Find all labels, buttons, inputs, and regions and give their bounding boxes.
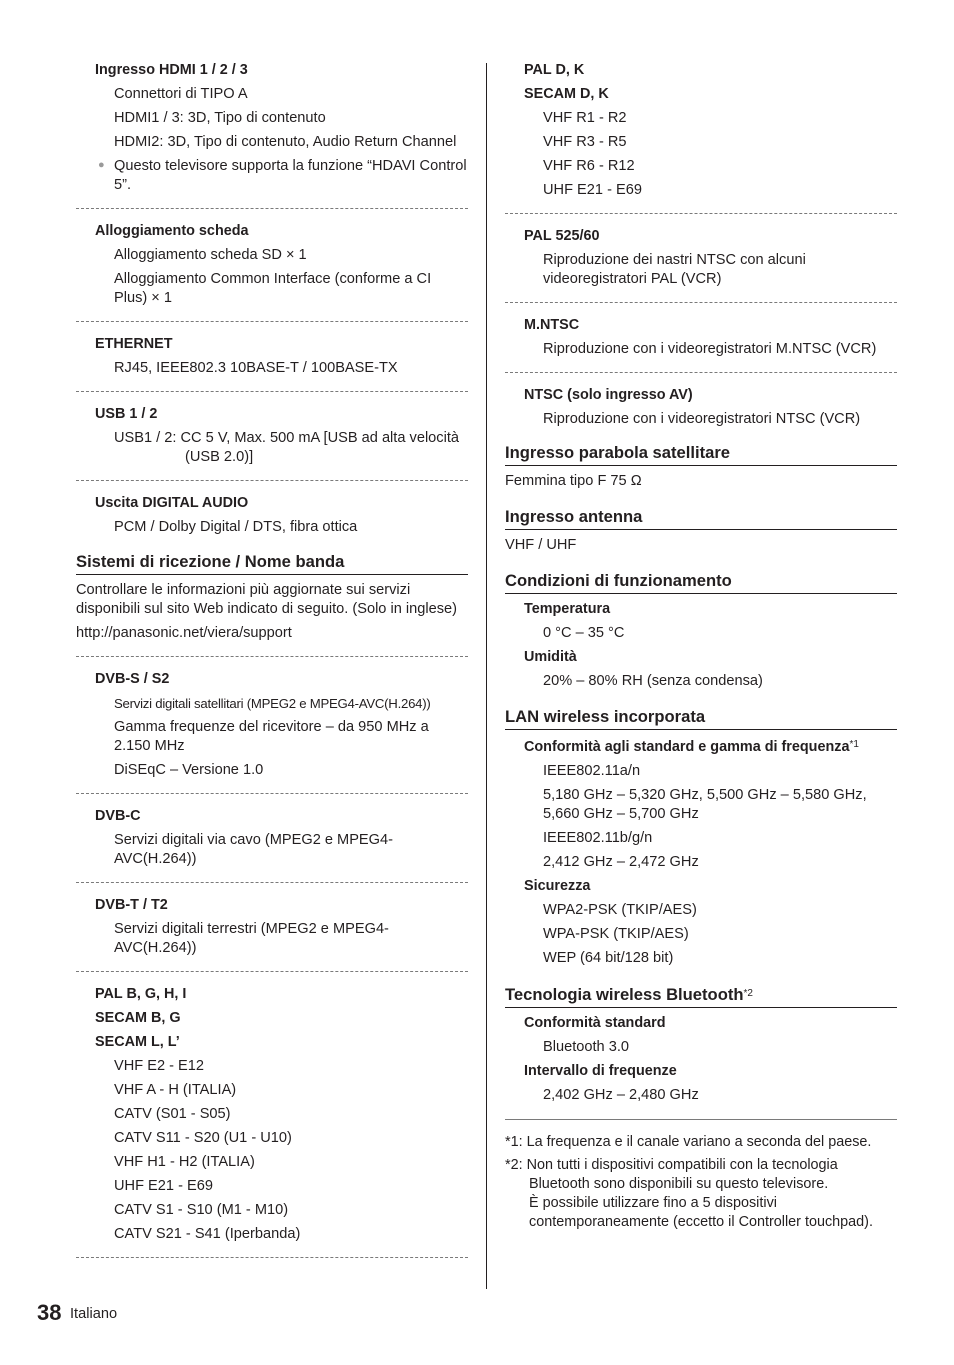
lan-item: 5,180 GHz – 5,320 GHz, 5,500 GHz – 5,580 GHz, 5,660 GHz – 5,700 GHz (543, 786, 867, 822)
ethernet-spec: RJ45, IEEE802.3 10BASE-T / 100BASE-TX (114, 359, 398, 376)
bluetooth-standard-value: Bluetooth 3.0 (543, 1038, 630, 1055)
antenna-input-spec: VHF / UHF (505, 536, 577, 553)
reception-systems-heading: Sistemi di ricezione / Nome banda (76, 547, 468, 575)
dvb-c-title: DVB-C (95, 808, 141, 824)
pal-bghi-section (76, 972, 468, 1246)
band-item: UHF E21 - E69 (543, 181, 642, 198)
temperature-title: Temperatura (524, 601, 611, 617)
digital-audio-title: Uscita DIGITAL AUDIO (95, 495, 249, 511)
m-ntsc-title: M.NTSC (524, 317, 580, 333)
hdmi-2: HDMI2: 3D, Tipo di contenuto, Audio Return Channel (114, 133, 457, 150)
right-column (505, 58, 897, 1232)
usb-section (76, 392, 468, 469)
band-item: UHF E21 - E69 (114, 1177, 213, 1194)
band-item: VHF R3 - R5 (543, 133, 627, 150)
security-item: WPA-PSK (TKIP/AES) (543, 925, 689, 942)
lan-standards-label: Conformità agli standard e gamma di frequenza (524, 739, 850, 755)
dvb-c-services: Servizi digitali via cavo (MPEG2 e MPEG4-AVC(H.264)) (114, 831, 393, 867)
hdmi-title: Ingresso HDMI 1 / 2 / 3 (95, 62, 248, 78)
sd-slot: Alloggiamento scheda SD × 1 (114, 246, 307, 263)
humidity-value: 20% – 80% RH (senza condensa) (543, 672, 763, 689)
hdmi-1-3: HDMI1 / 3: 3D, Tipo di contenuto (114, 109, 326, 126)
footnote-1: *1: La frequenza e il canale variano a seconda del paese. (505, 1134, 872, 1150)
band-item: CATV S11 - S20 (U1 - U10) (114, 1129, 292, 1146)
card-slot-section (76, 209, 468, 310)
band-item: CATV S21 - S41 (Iperbanda) (114, 1225, 301, 1242)
bluetooth-frequency-value: 2,402 GHz – 2,480 GHz (543, 1086, 699, 1103)
band-item: CATV S1 - S10 (M1 - M10) (114, 1201, 289, 1218)
secam-l-title: SECAM L, L’ (95, 1034, 180, 1050)
dvb-s-section (76, 657, 468, 782)
dvb-s-title: DVB-S / S2 (95, 671, 170, 687)
pal-bghi-title: PAL B, G, H, I (95, 986, 187, 1002)
lan-item: 2,412 GHz – 2,472 GHz (543, 853, 699, 870)
lan-standards-title (524, 733, 897, 759)
hdmi-connector: Connettori di TIPO A (114, 85, 248, 102)
secam-dk-title: SECAM D, K (524, 86, 609, 102)
pal-525-title: PAL 525/60 (524, 228, 600, 244)
card-slot-title: Alloggiamento scheda (95, 223, 249, 239)
band-item: VHF E2 - E12 (114, 1057, 205, 1074)
band-item: VHF A - H (ITALIA) (114, 1081, 237, 1098)
reception-systems-section (76, 547, 468, 645)
pal-dk-title: PAL D, K (524, 62, 585, 78)
digital-audio-spec: PCM / Dolby Digital / DTS, fibra ottica (114, 518, 358, 535)
satellite-input-heading: Ingresso parabola satellitare (505, 438, 897, 466)
m-ntsc-section (505, 303, 897, 361)
footnote-mark-1: *1 (849, 739, 859, 750)
wireless-lan-section (505, 702, 897, 970)
pal-525-desc: Riproduzione dei nastri NTSC con alcuni videoregistratori PAL (VCR) (543, 251, 806, 287)
antenna-input-heading: Ingresso antenna (505, 502, 897, 530)
dvb-t-title: DVB-T / T2 (95, 897, 168, 913)
dvb-s-services: Servizi digitali satellitari (MPEG2 e MPEG4-AVC(H.264)) (114, 695, 431, 711)
page-language: Italiano (70, 1306, 118, 1322)
antenna-input-section (505, 502, 897, 557)
band-item: VHF R1 - R2 (543, 109, 627, 126)
wireless-lan-heading: LAN wireless incorporata (505, 702, 897, 730)
pal-dk-section (505, 58, 897, 202)
temperature-value: 0 °C – 35 °C (543, 624, 625, 641)
dvb-c-section (76, 794, 468, 871)
page-number: 38 (37, 1300, 62, 1325)
satellite-input-spec: Femmina tipo F 75 Ω (505, 472, 642, 489)
digital-audio-section (76, 481, 468, 539)
security-item: WEP (64 bit/128 bit) (543, 949, 674, 966)
footnote-mark-2: *2 (743, 988, 753, 999)
ethernet-section (76, 322, 468, 380)
footnotes (505, 1119, 897, 1232)
ntsc-section (505, 373, 897, 431)
band-item: VHF H1 - H2 (ITALIA) (114, 1153, 255, 1170)
bluetooth-section (505, 979, 897, 1107)
support-url: http://panasonic.net/viera/support (76, 624, 292, 641)
hdmi-section (76, 58, 468, 197)
usb-spec: USB1 / 2: CC 5 V, Max. 500 mA [USB ad alta velocità (USB 2.0)] (114, 429, 460, 465)
m-ntsc-desc: Riproduzione con i videoregistratori M.NTSC (VCR) (543, 340, 877, 357)
operating-conditions-heading: Condizioni di funzionamento (505, 566, 897, 594)
band-item: VHF R6 - R12 (543, 157, 635, 174)
bluetooth-standard-title: Conformità standard (524, 1015, 666, 1031)
reception-systems-intro: Controllare le informazioni più aggiornate sui servizi disponibili sul sito Web indicato di seguito. (Solo in inglese) (76, 581, 457, 617)
bluetooth-heading (505, 979, 897, 1008)
bluetooth-heading-label: Tecnologia wireless Bluetooth (505, 985, 744, 1004)
band-item: CATV (S01 - S05) (114, 1105, 231, 1122)
ntsc-title: NTSC (solo ingresso AV) (524, 387, 693, 403)
secam-bg-title: SECAM B, G (95, 1010, 181, 1026)
operating-conditions-section (505, 566, 897, 693)
ethernet-title: ETHERNET (95, 336, 173, 352)
lan-item: IEEE802.11b/g/n (543, 829, 653, 846)
bluetooth-frequency-title: Intervallo di frequenze (524, 1063, 677, 1079)
footnote-2: *2: Non tutti i dispositivi compatibili con la tecnologia Bluetooth sono disponibili su questo televisore. (505, 1157, 838, 1192)
ci-slot: Alloggiamento Common Interface (conforme a CI Plus) × 1 (114, 270, 432, 306)
hdavi-note: ● Questo televisore supporta la funzione “HDAVI Control 5”. (98, 154, 468, 197)
left-column (76, 58, 468, 1258)
dvb-t-section (76, 883, 468, 960)
dvb-s-diseqc: DiSEqC – Versione 1.0 (114, 761, 264, 778)
lan-item: IEEE802.11a/n (543, 762, 641, 779)
security-item: WPA2-PSK (TKIP/AES) (543, 901, 697, 918)
ntsc-desc: Riproduzione con i videoregistratori NTSC (VCR) (543, 410, 861, 427)
satellite-input-section (505, 438, 897, 493)
footnote-2-cont: È possibile utilizzare fino a 5 dispositivi contemporaneamente (eccetto il Controller touchpad). (529, 1195, 873, 1230)
usb-title: USB 1 / 2 (95, 406, 158, 422)
pal-525-section (505, 214, 897, 291)
dvb-s-frequency: Gamma frequenze del ricevitore – da 950 MHz a 2.150 MHz (114, 718, 429, 754)
humidity-title: Umidità (524, 649, 577, 665)
security-title: Sicurezza (524, 878, 591, 894)
column-divider (486, 63, 487, 1289)
dvb-t-services: Servizi digitali terrestri (MPEG2 e MPEG4-AVC(H.264)) (114, 920, 389, 956)
